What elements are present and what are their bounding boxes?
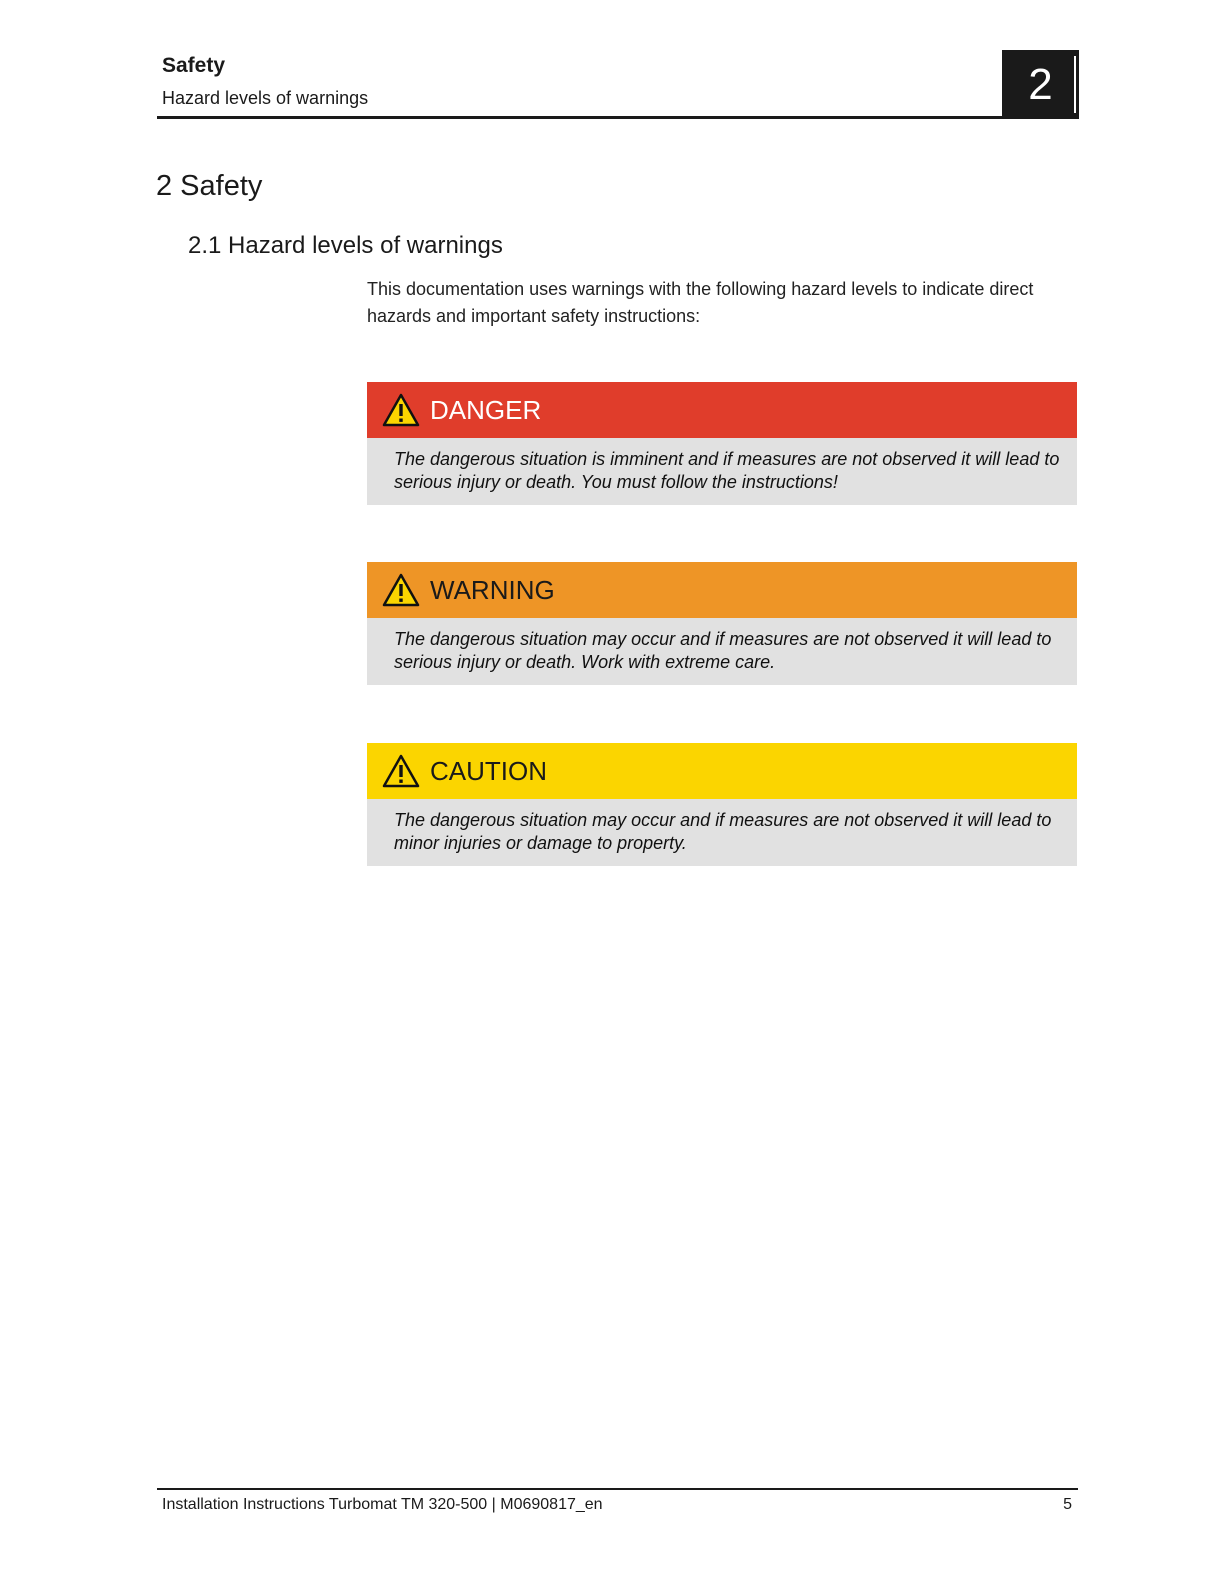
footer-document-info: Installation Instructions Turbomat TM 320-500 | M0690817_en — [162, 1496, 603, 1513]
danger-warning-box — [367, 382, 1077, 505]
warning-triangle-icon — [382, 754, 420, 788]
danger-header — [367, 382, 1077, 438]
caution-header — [367, 743, 1077, 799]
chapter-number: 2 — [1028, 59, 1053, 109]
caution-warning-box — [367, 743, 1077, 866]
section-heading: 2.1 Hazard levels of warnings — [188, 232, 503, 259]
footer-rule — [157, 1488, 1078, 1490]
header-title: Safety — [162, 54, 226, 77]
warning-header — [367, 562, 1077, 618]
danger-text: The dangerous situation is imminent and if measures are not observed it will lead to serious injury or death. You must follow the instructions! — [367, 438, 1077, 505]
warning-warning-box — [367, 562, 1077, 685]
caution-label: CAUTION — [430, 755, 547, 786]
warning-label: WARNING — [430, 574, 555, 605]
warning-text: The dangerous situation may occur and if measures are not observed it will lead to serious injury or death. Work with extreme care. — [367, 618, 1077, 685]
header-rule — [157, 116, 1079, 119]
chapter-number-box — [1002, 50, 1079, 119]
caution-text: The dangerous situation may occur and if measures are not observed it will lead to minor injuries or damage to property. — [367, 799, 1077, 866]
warning-triangle-icon — [382, 573, 420, 607]
warning-triangle-icon — [382, 393, 420, 427]
danger-label: DANGER — [430, 394, 542, 425]
chapter-heading: 2 Safety — [156, 170, 263, 202]
intro-paragraph: This documentation uses warnings with the following hazard levels to indicate direct hazards and important safety instructions: — [367, 279, 1034, 326]
page-number: 5 — [1063, 1496, 1072, 1513]
header-subtitle: Hazard levels of warnings — [162, 88, 369, 108]
